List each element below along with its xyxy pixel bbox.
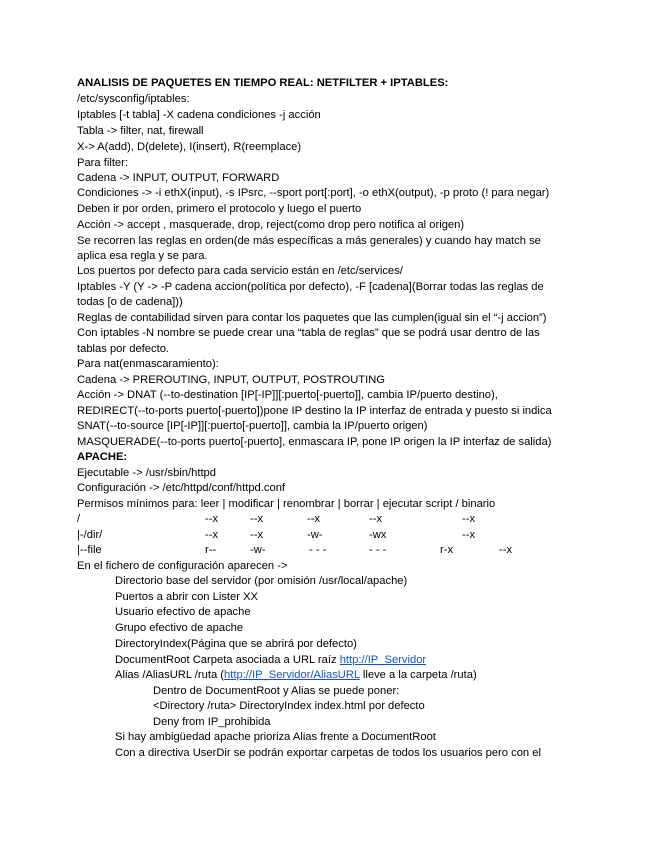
text-line: Iptables [-t tabla] -X cadena condiciones -j acción — [77, 109, 321, 121]
perm-leer: --x — [205, 529, 219, 541]
perm-leer: --x — [205, 513, 219, 525]
perm-modificar: -w- — [250, 544, 266, 556]
list-item — [115, 653, 426, 668]
perm-renombrar: - - - — [309, 544, 327, 556]
perm-borrar: - - - — [369, 544, 387, 556]
text-line: Tabla -> filter, nat, firewall — [77, 125, 204, 137]
text-line: Cadena -> INPUT, OUTPUT, FORWARD — [77, 172, 280, 184]
text-line: REDIRECT(--to-ports puerto[-puerto])pone IP destino la IP interfaz de entrada y puesto si indica — [77, 405, 552, 417]
sub-list-item: Dentro de DocumentRoot y Alias se puede poner: — [153, 685, 400, 697]
list-item: Usuario efectivo de apache — [115, 606, 251, 618]
text-line: Con iptables -N nombre se puede crear una “tabla de reglas” que se podrá usar dentro de las — [77, 327, 540, 339]
text-line: aplica esa regla y se para. — [77, 250, 208, 262]
text-line: X-> A(add), D(delete), I(insert), R(reemplace) — [77, 141, 302, 153]
text-line: MASQUERADE(--to-ports puerto[-puerto], enmascara IP, pone IP origen la IP interfaz de salida) — [77, 436, 552, 448]
server-url-link[interactable]: http://IP_Servidor — [339, 654, 427, 666]
list-item: Directorio base del servidor (por omisión /usr/local/apache) — [115, 575, 408, 587]
perm-leer: r-- — [205, 544, 217, 556]
text-line: Ejecutable -> /usr/sbin/httpd — [77, 467, 216, 479]
text-line: Deben ir por orden, primero el protocolo y luego el puerto — [77, 203, 362, 215]
text-fragment: Alias /AliasURL /ruta ( — [115, 669, 225, 681]
text-line: Permisos mínimos para: leer | modificar | renombrar | borrar | ejecutar script / binario — [77, 498, 496, 510]
perm-binario: --x — [499, 544, 513, 556]
text-line: Cadena -> PREROUTING, INPUT, OUTPUT, POSTROUTING — [77, 374, 386, 386]
text-line: Para nat(enmascaramiento): — [77, 358, 219, 370]
perm-borrar: --x — [369, 513, 383, 525]
text-line: Configuración -> /etc/httpd/conf/httpd.conf — [77, 482, 286, 494]
list-item: Puertos a abrir con Lister XX — [115, 591, 259, 603]
text-fragment: lleve a la carpeta /ruta) — [359, 669, 477, 681]
row-name: |-/dir/ — [77, 529, 103, 541]
section-heading-apache: APACHE: — [77, 451, 128, 463]
perm-modificar: --x — [250, 529, 264, 541]
text-line: tablas por defecto. — [77, 343, 170, 355]
list-item — [115, 668, 477, 683]
list-item: Grupo efectivo de apache — [115, 622, 244, 634]
text-line: Para filter: — [77, 157, 128, 169]
text-fragment: DocumentRoot Carpeta asociada a URL raíz — [115, 654, 340, 666]
text-line: Condiciones -> -i ethX(input), -s IPsrc, --sport port[:port], -o ethX(output), -p proto (! para negar) — [77, 187, 550, 199]
list-item: Con a directiva UserDir se podrán exportar carpetas de todos los usuarios pero con el — [115, 747, 541, 759]
row-name: |--file — [77, 544, 102, 556]
perm-renombrar: -w- — [307, 529, 323, 541]
row-name: / — [77, 513, 81, 525]
perm-binario: --x — [462, 513, 476, 525]
text-line: Se recorren las reglas en orden(de más específicas a más generales) y cuando hay match se — [77, 235, 541, 247]
list-item: Si hay ambigüedad apache prioriza Alias frente a DocumentRoot — [115, 731, 436, 743]
text-line: Iptables -Y (Y -> -P cadena accion(política por defecto), -F [cadena](Borrar todas las reglas de — [77, 281, 544, 293]
text-line: Acción -> DNAT (--to-destination [IP[-IP]][:puerto[-puerto]], cambia IP/puerto destino), — [77, 389, 498, 401]
text-line: En el fichero de configuración aparecen -> — [77, 560, 288, 572]
text-line: todas [o de cadena])) — [77, 296, 183, 308]
perm-ejecutar-script: r-x — [440, 544, 454, 556]
perm-binario: --x — [462, 529, 476, 541]
text-line: SNAT(--to-source [IP[-IP]][:puerto[-puerto]], cambia la IP/puerto origen) — [77, 420, 428, 432]
perm-renombrar: --x — [307, 513, 321, 525]
perm-modificar: --x — [250, 513, 264, 525]
alias-url-link[interactable]: http://IP_Servidor/AliasURL — [224, 669, 360, 681]
sub-list-item: <Directory /ruta> DirectoryIndex index.html por defecto — [153, 700, 425, 712]
text-line: /etc/sysconfig/iptables: — [77, 93, 190, 105]
text-line: Reglas de contabilidad sirven para contar los paquetes que las cumplen(igual sin el “-j accion”) — [77, 312, 547, 324]
text-line: Los puertos por defecto para cada servicio están en /etc/services/ — [77, 265, 403, 277]
sub-list-item: Deny from IP_prohibida — [153, 716, 271, 728]
text-line: Acción -> accept , masquerade, drop, reject(como drop pero notifica al origen) — [77, 219, 465, 231]
perm-borrar: -wx — [369, 529, 387, 541]
list-item: DirectoryIndex(Página que se abrirá por defecto) — [115, 638, 357, 650]
doc-title: ANALISIS DE PAQUETES EN TIEMPO REAL: NETFILTER + IPTABLES: — [77, 77, 449, 89]
